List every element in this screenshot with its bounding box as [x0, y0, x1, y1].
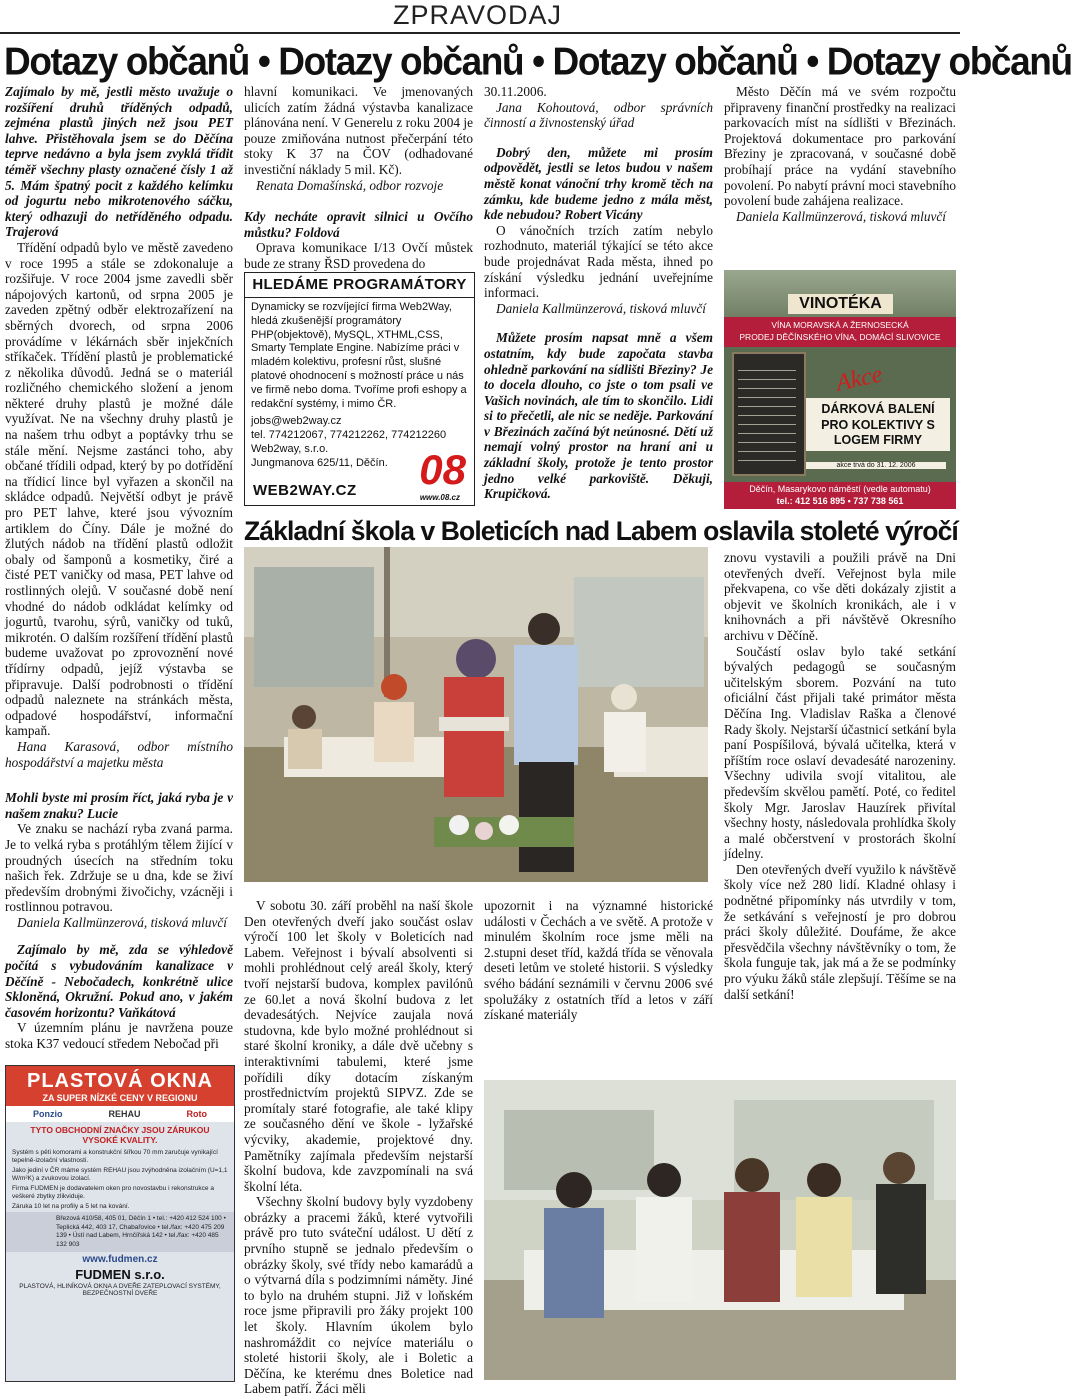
article-left-p1: V sobotu 30. září proběhl na naší škole Den otevřených dveří jako součást oslav výročí 100 let školy v Boleticích nad Labem. Veřejnost i bývalí absolventi si mohli prohlédnout celý areál školy, který tvoří nejstarší budova, komplex pavilónů ze 60.let a nová školní budova z let devadesátých. Nejvíce zaujala nová studovna, kde bylo možné prohlédnout si staré školní kroniky, a dále dvě učebny s interaktivními tabulemi, které jsme pořídili díky dotacím získaným prostřednictvím projektů SIPVZ. Zde se promítaly staré fotografie, ale také klipy ze současného dění ve škole - lyžařské výcviky, akademie, projektové dny. Pamětníky zajímala především nejstarší školní budova, kde zavzpomínali na svá školní léta.: [244, 898, 473, 1194]
08-logo: 08: [419, 446, 466, 493]
ad-wine-akce: Akce: [833, 361, 885, 397]
signature-5: Daniela Kallmünzerová, tisková mluvčí: [496, 300, 707, 316]
answer-6: Město Děčín má ve svém rozpočtu připraveny finanční prostředky na realizaci parkovacích míst na sídlišti v Březinách. Projektová dokumentace pro parkování Březiny je zpracovaná, v současné době probíhají práce na vydání stavebního povolení. Po nabytí právní moci stavebního povolení bude zahájena realizace.: [724, 84, 956, 209]
ad-windows-title: PLASTOVÁ OKNA: [6, 1066, 234, 1093]
column-3: [484, 84, 713, 502]
ad-programmers-tel: tel. 774212067, 774212262, 774212260: [251, 429, 447, 442]
signature-4: Jana Kohoutová, odbor správních činností a živnostenský úřad: [484, 99, 713, 131]
brand-rehau: REHAU: [108, 1109, 141, 1119]
answer-4-continued: 30.11.2006.: [484, 84, 547, 99]
bullet: Záruka 10 let na profily a 5 let na kování.: [12, 1203, 130, 1210]
ad-wine-line2: PRODEJ DĚČÍNSKÉHO VÍNA, DOMÁCÍ SLIVOVICE: [739, 332, 941, 342]
signature-3: Renata Domašínská, odbor rozvoje: [256, 177, 444, 193]
question-5: Dobrý den, můžete mi prosím odpovědět, jestli se letos budou v našem městě konat vánoční trhy kromě těch na zámku, kde budeme jedno z mála měst, kde nebudou? Robert Vicány: [484, 144, 713, 223]
ad-wine-address: Děčín, Masarykovo náměstí (vedle automatu): [749, 484, 931, 494]
signature-2: Daniela Kallmünzerová, tisková mluvčí: [17, 914, 228, 930]
ad-programmers-email[interactable]: jobs@web2way.cz: [251, 415, 342, 428]
question-4: Kdy necháte opravit silnici u Ovčího můstku? Foldová: [244, 209, 473, 240]
article-mid-p1: upozornit i na významné historické události v Čechách a ve světě. A protože v minulém školním roce jsme měli na 2.stupni deset tříd, každá třída se věnovala deseti letům ve stoleté historii. S výsledky svého bádání seznámili v červnu 2006 své spolužáky z ostatních tříd a letos v září získané materiály: [484, 898, 713, 1023]
column-1: [5, 84, 233, 1052]
masthead: ZPRAVODAJ: [392, 0, 563, 30]
signature-1: Hana Karasová, odbor místního hospodářství a majetku města: [5, 738, 233, 770]
ad-windows-tagline: TYTO OBCHODNÍ ZNAČKY JSOU ZÁRUKOU VYSOKÉ KVALITY.: [30, 1125, 210, 1145]
question-6: Můžete prosím napsat mně a všem ostatním, kdy bude započata stavba ohledně parkování na sídlišti Březiny? Je to docela dlouho, co jste o tom psali ve Vašich novinách, ale tím to skončilo. Lidi si to přečetli, ale nic se neděje. Parkování v Březinách začíná být neúnosné. Dětí už nemají volný prostor na hraní ani u základní školy, protože je tento prostor jedno velké parkoviště. Děkuji, Krupičková.: [484, 330, 713, 502]
photo-exhibition: [484, 1080, 956, 1380]
ad-wine-line1: VÍNA MORAVSKÁ A ŽERNOSECKÁ: [771, 320, 909, 330]
ad-programmers-address: Jungmanova 625/11, Děčín.: [251, 456, 388, 469]
ad-programmers-title: HLEDÁME PROGRAMÁTORY: [245, 273, 474, 298]
article-right-column: [724, 550, 956, 1002]
ad-programmers-company: Web2way, s.r.o.: [251, 442, 329, 455]
column-4: [724, 84, 956, 224]
photo-ceremony-image: [244, 547, 708, 882]
ad-programmers: [244, 272, 475, 506]
article-left-column: [244, 898, 473, 1397]
photo-exhibition-image: [484, 1080, 956, 1380]
answer-2: Ve znaku se nachází ryba zvaná parma. Je to velká ryba s protáhlým tělem žijící v proudných úsecích na středním toku našich řek. Zdržuje se u dna, kde se živí především drobnými živočichy, vzácněji i rostlinnou potravou.: [5, 821, 233, 915]
article-headline: Základní škola v Boleticích nad Labem oslavila stoleté výročí: [244, 516, 958, 546]
ad-wine-footer: [724, 482, 956, 509]
column-2: [244, 84, 473, 272]
photo-ceremony: [244, 547, 708, 882]
question-3: Zajímalo by mě, zda se výhledově počítá s vybudováním kanalizace v Děčíně - Nebočadech, konkrétně ulice Skloněná, Okružní. Pokud ano, v jakém časovém horizontu? Vaňkátová: [5, 942, 233, 1020]
question-2: Mohli byste mi prosím říct, jaká ryba je v našem znaku? Lucie: [5, 790, 233, 821]
answer-5: O vánočních trzích zatím nebylo rozhodnuto, materiál týkající se této akce bude projednávat Rada města, ihned po získání výsledku jednání uveřejníme informaci.: [484, 222, 713, 301]
ad-wine-band: [724, 317, 956, 347]
article-right-p3: Den otevřených dveří využilo k návštěvě školy více než 280 lidí. Kladné ohlasy i podnětné připomínky nás utvrdily v tom, že setkávání s veřejností je pro dobrou práci školy důležité. Doufáme, že akce přesvědčila všechny návštěvníky o tom, že škola funguje tak, jak má a že se podmínky pro výuku žáků stále zlepšují. Těšíme se na další setkání!: [724, 861, 956, 1002]
article-mid-column: [484, 898, 713, 1023]
answer-3: V územním plánu je navržena pouze stoka K37 vedoucí středem Nebočad při: [5, 1020, 233, 1052]
ad-windows-company: FUDMEN s.r.o.: [75, 1267, 165, 1282]
ad-wine-title: VINOTÉKA: [788, 294, 893, 314]
ad-vinoteka: [724, 270, 956, 508]
bullet: Jako jediní v ČR máme systém REHAU jsou zvýhodněna izolačním (U=1,1 W/m²K) a zvukovou izolací.: [12, 1167, 228, 1182]
top-rule: [0, 32, 960, 34]
brand-roto: Roto: [186, 1109, 207, 1119]
bullet: Systém s pěti komorami a konstrukční šířkou 70 mm zaručuje vynikající tepelně-izolační vlastnosti.: [12, 1149, 218, 1164]
ad-plastova-okna: [5, 1065, 235, 1382]
answer-4: Oprava komunikace I/13 Ovčí můstek bude ze strany ŘSD provedena do: [244, 240, 473, 271]
article-left-p2: Všechny školní budovy byly vyzdobeny obrázky a pracemi žáků, které vytvořili právě pro tuto sváteční událost. U dětí z prvního stupně se jednalo především o obrázky školy, své třídy nebo kamarádů a o výtvarná díla s podzimními náměty. Jiné to bylo na druhém stupni. Již v loňském roce jsme připravili pro žáky projekt 100 let školy. Hlavním úkolem bylo nashromáždit co nejvíce materiálu o stoleté historii školy, ale i Boletic a Děčína, ke kterému dnes Boletice nad Labem patří. Žáci měli: [244, 1194, 473, 1397]
ad-windows-bullets: [6, 1148, 234, 1212]
brand-ponzio: Ponzio: [32, 1109, 63, 1119]
answer-1: Třídění odpadů bylo ve městě zavedeno v roce 1995 a stále se zdokonaluje a rozšiřuje. V roce 2004 jsme zavedli sběr nápojových kartonů, od srpna 2005 je zaveden zpětný odběr elektrozařízení na sběrných dvorech, od srpna 2006 provádíme v lékárnách sběr injekčních stříkaček. Třídění plastů je problematické z několika důvodů. Jedná se o materiál rozličného chemického složení a jenom některé druhy plastů je možné dále využívat. Ne na všechny druhy plastů je na našem trhu odbyt a poptávky trhu se stále mění. Nejsme zastánci toho, aby občané třídili odpad, který by po dotřídění na třídicí lince byl vyřazen a skončil na skládce odpadů. Největší odbyt je právě pro PET lahve, které jsou vývozním artiklem do Číny. Dále je možné do žlutých nádob na třídění plastů odložit obaly od šamponů a kosmetiky, čiré a čisté PET vaničky od masa, PET lahve od rostlinných olejů. V současné době není vhodné do nádob odkládat kelímky od jogurtů, tvarohu, sýrů, vaničky od tuků, mikrotén. O dalším rozšíření třídění plastů budeme uvažovat po zprovoznění nové třídírny odpadů, jejíž výstavba se připravuje. Další podrobnosti o třídění odpadů naleznete na stránkách města, odpadové hospodářství, informační kampaň.: [5, 239, 233, 739]
ad-wine-offer: DÁRKOVÁ BALENÍ PRO KOLEKTIVY S LOGEM FIRMY: [806, 398, 950, 451]
ad-windows-web: www.fudmen.cz: [82, 1254, 158, 1265]
article-right-p2: Součástí oslav bylo také setkání bývalých pedagogů se současným učitelským sborem. Pozvání na tuto oficiální část přijali také primátor města Děčína Ing. Vladislav Raška a členové Rady školy. Nejstarší účastnicí setkání byla paní Pospíšilová, bývalá učitelka, která v příštím roce oslaví devadesáté narozeniny. Všechny udivila svojí vitalitou, ale především skvělou pamětí. Poté, co ředitel školy Mgr. Jaroslav Hauzírek přivítal všechny hosty, následovala prohlídka školy a malé občerstvení v prostorách školní jídelny.: [724, 643, 956, 862]
ad-windows-company-sub: PLASTOVÁ, HLINÍKOVÁ OKNA A DVEŘE ZATEPLOVACÍ SYSTÉMY, BEZPEČNOSTNÍ DVEŘE: [19, 1283, 221, 1297]
ad-windows-contacts: Březová 410/58, 405 01, Děčín 1 • tel.: +420 412 524 100 • Teplická 442, 403 17, Chabařovice • tel./fax: +420 475 209 139 • Ústí nad Labem, Hrnčířská 142 • tel./fax: +420 485 132 903: [6, 1212, 234, 1252]
article-right-p1: znovu vystavili a použili právě na Dni otevřených dveří. Veřejnost byla mile překvapena, co vše děti dokázaly zjistit a objevit ve školních kronikách, ale i v knihovnách a při návštěvě Okresního archivu v Děčíně.: [724, 550, 956, 643]
08-url: www.08.cz: [419, 493, 460, 502]
web2way-logo: WEB2WAY.CZ: [253, 482, 357, 499]
question-1: Zajímalo by mě, jestli město uvažuje o rozšíření druhů tříděných odpadů, zejména plastů jiných než jsou PET lahve. Přistěhovala jsem se do Děčína teprve nedávno a byla jsem zvyklá třídit téměř všechny plasty označené čísly 1 až 5. Mám špatný pocit z každého kelímku od jogurtu nebo mikrotenového sáčku, který odhazuji do netříděného odpadu. Trajerová: [5, 84, 233, 240]
ad-windows-brands: [6, 1106, 234, 1122]
answer-3-continued: hlavní komunikaci. Ve jmenovaných ulicích zatím žádná výstavba kanalizace plánována není. V Generelu z roku 2004 je pouze zmiňována nutnost přečerpání této stoky K 37 na ČOV (odhadované investiční náklady 5 mil. Kč).: [244, 84, 473, 177]
ad-windows-subtitle: ZA SUPER NÍZKÉ CENY V REGIONU: [6, 1093, 234, 1106]
ad-wine-tel: tel.: 412 516 895 • 737 738 561: [776, 496, 904, 506]
signature-6: Daniela Kallmünzerová, tisková mluvčí: [736, 208, 947, 224]
ad-wine-offer-note: akce trvá do 31. 12. 2006: [806, 462, 946, 469]
ad-programmers-body: Dynamicky se rozvíjející firma Web2Way, hledá zkušenější programátory PHP(objektově), MySQL, XTHML,CSS, Smarty Template Engine. Nabízíme práci v mladém kolektivu, profesní růst, slušné platové ohodnocení s možností práce u nás ve firmě nebo doma. Tvoříme profi eshopy a redakční systémy, i mimo ČR.: [251, 301, 467, 410]
section-banner: Dotazy občanů • Dotazy občanů • Dotazy občanů • Dotazy občanů: [4, 39, 1072, 83]
bullet: Firma FUDMEN je dodavatelem oken pro novostavbu i rekonstrukce a veškeré zbytky zlikviduje.: [12, 1185, 214, 1200]
